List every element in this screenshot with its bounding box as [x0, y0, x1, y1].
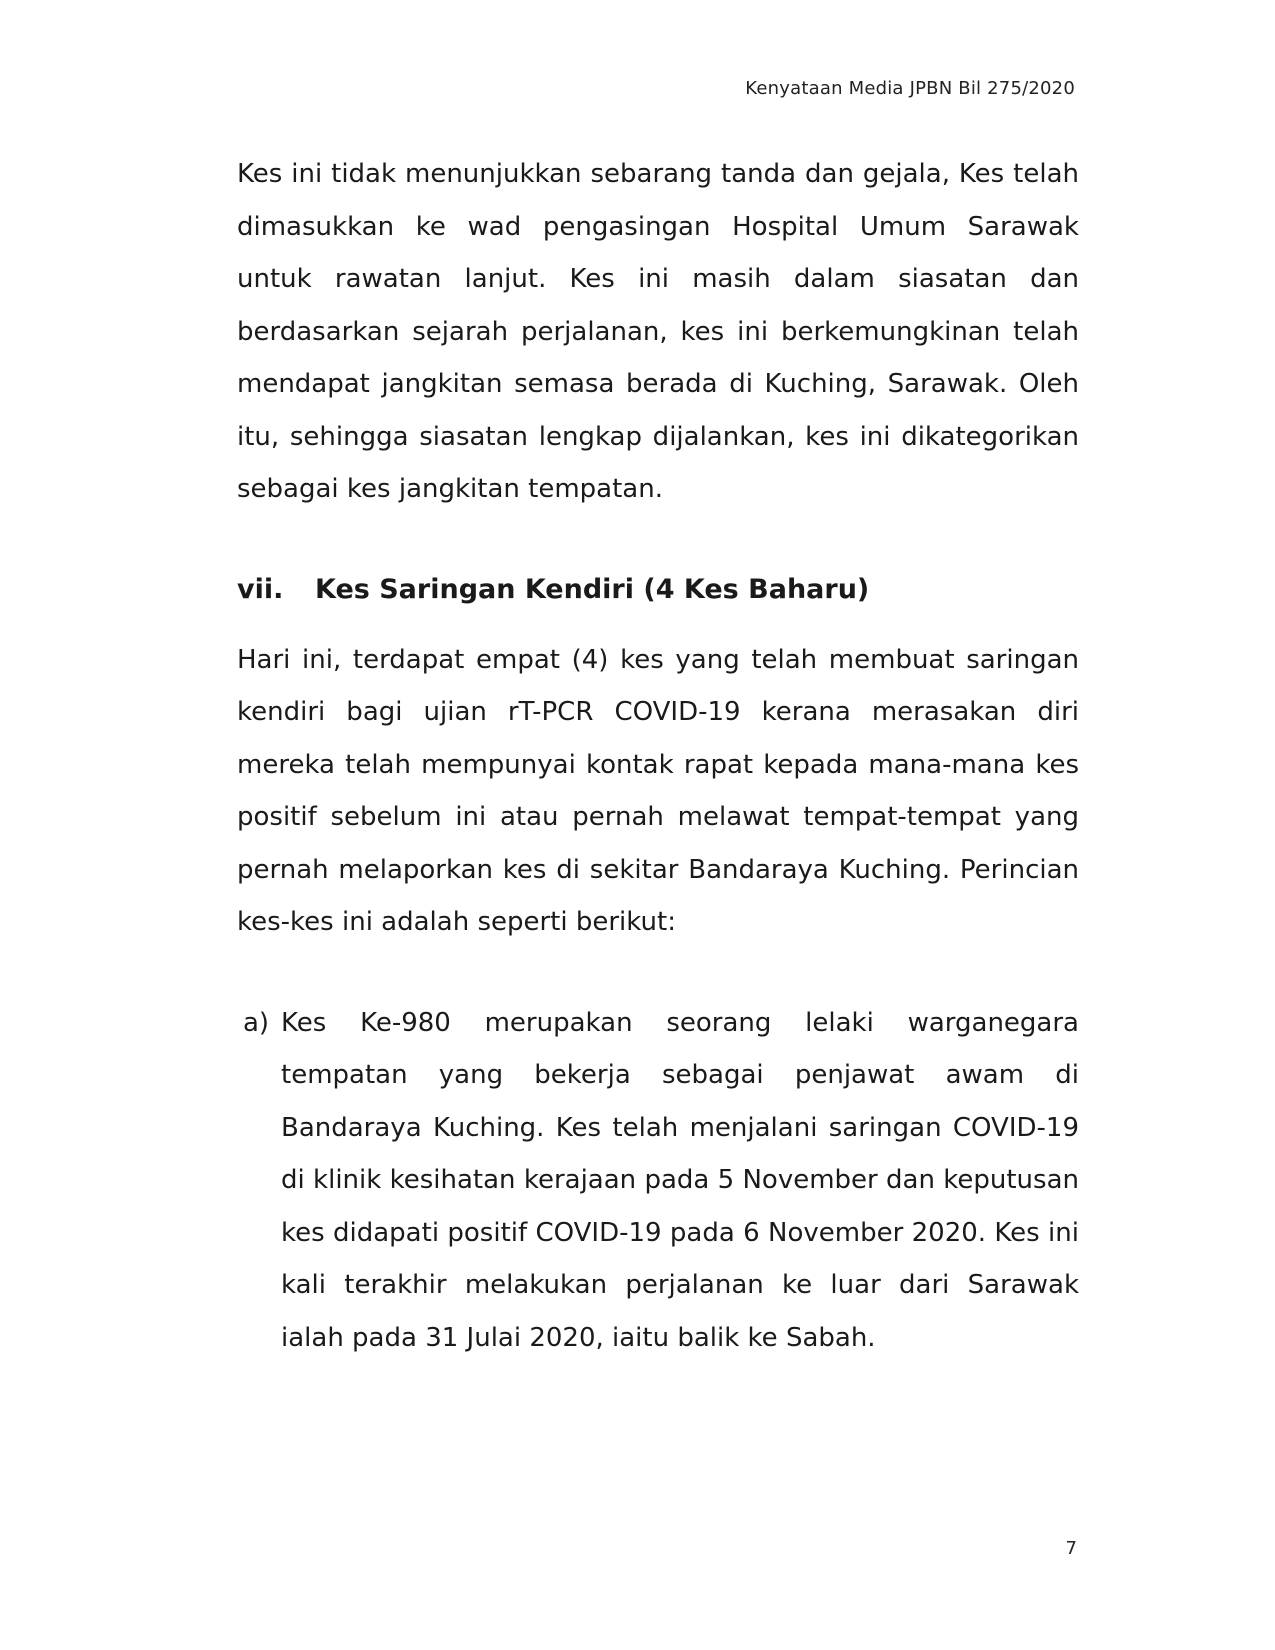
- page-number: 7: [1065, 1538, 1077, 1559]
- case-list: [237, 997, 1079, 1365]
- section-heading: [237, 564, 1079, 616]
- document-reference: Kenyataan Media JPBN Bil 275/2020: [745, 78, 1075, 99]
- section-number: vii.: [237, 573, 284, 605]
- document-body: [237, 148, 1079, 1364]
- list-item: [237, 997, 1079, 1365]
- section-title: Kes Saringan Kendiri (4 Kes Baharu): [315, 573, 870, 605]
- intro-paragraph: Kes ini tidak menunjukkan sebarang tanda dan gejala, Kes telah dimasukkan ke wad pengasingan Hospital Umum Sarawak untuk rawatan lanjut. Kes ini masih dalam siasatan dan berdasarkan sejarah perjalanan, kes ini berkemungkinan telah mendapat jangkitan semasa berada di Kuching, Sarawak. Oleh itu, sehingga siasatan lengkap dijalankan, kes ini dikategorikan sebagai kes jangkitan tempatan.: [237, 159, 1079, 504]
- list-marker: a): [243, 1007, 270, 1038]
- section-paragraph: Hari ini, terdapat empat (4) kes yang telah membuat saringan kendiri bagi ujian rT-PCR COVID-19 kerana merasakan diri mereka telah mempunyai kontak rapat kepada mana-mana kes positif sebelum ini atau pernah melawat tempat-tempat yang pernah melaporkan kes di sekitar Bandaraya Kuching. Perincian kes-kes ini adalah seperti berikut:: [237, 644, 1079, 937]
- list-item-text: Kes Ke-980 merupakan seorang lelaki warganegara tempatan yang bekerja sebagai penjawat awam di Bandaraya Kuching. Kes telah menjalani saringan COVID-19 di klinik kesihatan kerajaan pada 5 November dan keputusan kes didapati positif COVID-19 pada 6 November 2020. Kes ini kali terakhir melakukan perjalanan ke luar dari Sarawak ialah pada 31 Julai 2020, iaitu balik ke Sabah.: [281, 1007, 1079, 1353]
